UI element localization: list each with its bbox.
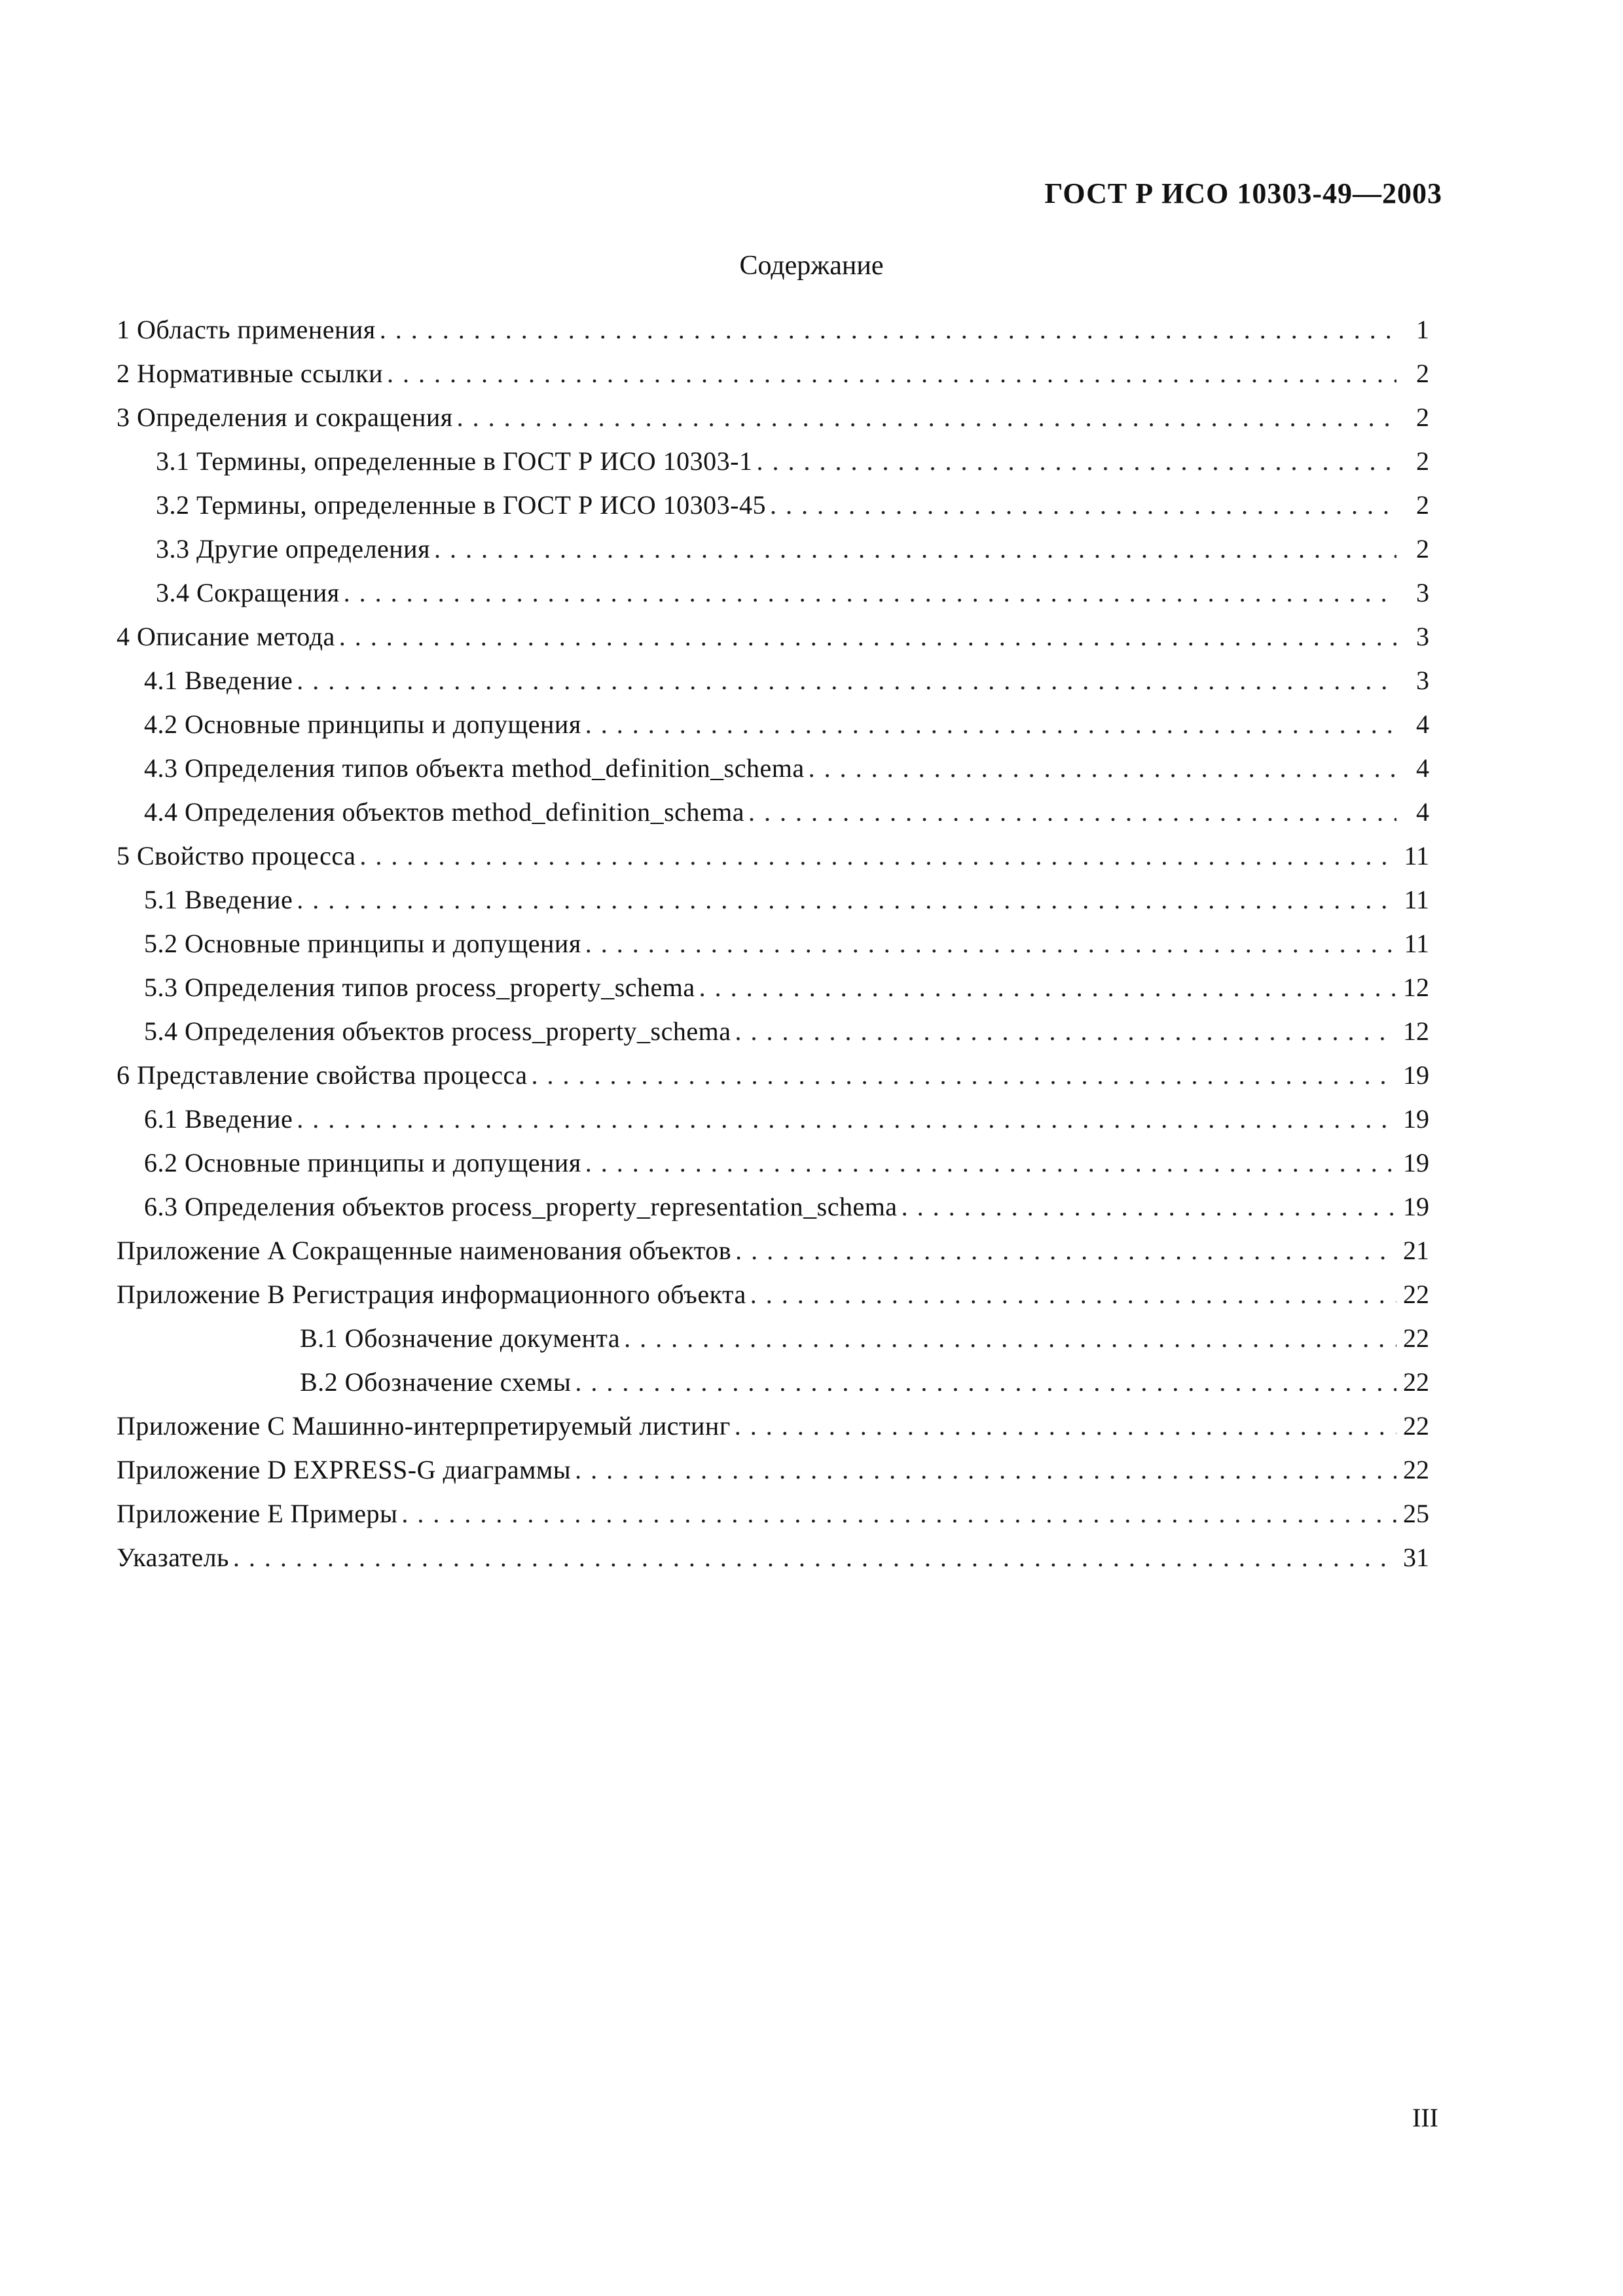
toc-entry-text: 5.3 Определения типов process_property_schema xyxy=(144,973,695,1002)
toc-dot-leader xyxy=(731,1404,1396,1448)
toc-entry xyxy=(117,1053,1429,1097)
toc-entry xyxy=(117,483,1429,527)
toc-entry-page: 1 xyxy=(1416,315,1429,344)
toc-dot-leader xyxy=(293,658,1396,702)
toc-entry xyxy=(117,922,1429,965)
toc-entry-text: 3 Определения и сокращения xyxy=(117,403,453,432)
toc-entry-text: 4.3 Определения типов объекта method_definition_schema xyxy=(144,753,805,783)
toc-entry-page: 19 xyxy=(1403,1192,1429,1221)
toc-dot-leader xyxy=(229,1535,1396,1579)
toc-entry-text: 4.2 Основные принципы и допущения xyxy=(144,709,581,739)
toc-entry xyxy=(117,1097,1429,1141)
toc-dot-leader xyxy=(293,1097,1396,1141)
toc-entry-page: 11 xyxy=(1404,841,1429,870)
toc-entry-text: 3.3 Другие определения xyxy=(156,534,430,564)
toc-dot-leader xyxy=(731,1229,1396,1272)
toc-entry-text: 3.1 Термины, определенные в ГОСТ Р ИСО 10303-1 xyxy=(156,446,753,476)
toc-entry-page: 19 xyxy=(1403,1104,1429,1134)
toc-entry-page: 3 xyxy=(1416,622,1429,651)
toc-dot-leader xyxy=(528,1053,1396,1097)
toc-entry-page: 12 xyxy=(1403,1016,1429,1046)
toc-dot-leader xyxy=(383,351,1396,395)
toc-entry-text: Приложение E Примеры xyxy=(117,1499,398,1528)
toc-dot-leader xyxy=(571,1448,1396,1492)
toc-entry-text: 5.4 Определения объектов process_property_schema xyxy=(144,1016,731,1046)
toc-entry-page: 11 xyxy=(1404,929,1429,958)
toc-title: Содержание xyxy=(739,251,884,281)
toc-dot-leader xyxy=(571,1360,1396,1404)
toc-entry-page: 3 xyxy=(1416,666,1429,695)
toc-entry-page: 3 xyxy=(1416,578,1429,607)
toc-entry-page: 19 xyxy=(1403,1060,1429,1090)
toc-dot-leader xyxy=(430,527,1396,571)
toc-dot-leader xyxy=(397,1492,1396,1535)
toc-entry xyxy=(117,615,1429,658)
toc-entry-page: 4 xyxy=(1416,709,1429,739)
toc-entry-page: 21 xyxy=(1403,1236,1429,1265)
toc-entry-page: 22 xyxy=(1403,1323,1429,1353)
toc-dot-leader xyxy=(805,746,1396,790)
toc-dot-leader xyxy=(766,483,1396,527)
toc-dot-leader xyxy=(453,395,1396,439)
toc-entry-text: B.1 Обозначение документа xyxy=(300,1323,621,1353)
toc-entry xyxy=(117,1009,1429,1053)
toc-entry xyxy=(117,351,1429,395)
toc-dot-leader xyxy=(620,1316,1396,1360)
toc-entry xyxy=(117,571,1429,615)
toc-entry-page: 2 xyxy=(1416,403,1429,432)
toc-entry xyxy=(117,1535,1429,1579)
toc-entry-text: 5 Свойство процесса xyxy=(117,841,356,870)
toc-entry-page: 22 xyxy=(1403,1367,1429,1397)
toc-entry xyxy=(117,702,1429,746)
toc-entry-page: 4 xyxy=(1416,797,1429,827)
toc-entry xyxy=(117,308,1429,351)
toc-dot-leader xyxy=(752,439,1396,483)
toc-dot-leader xyxy=(376,308,1396,351)
toc-entry xyxy=(117,790,1429,834)
toc-entry-page: 2 xyxy=(1416,359,1429,388)
toc-entry xyxy=(117,834,1429,878)
toc-entry-text: 6.3 Определения объектов process_property_representation_schema xyxy=(144,1192,898,1221)
toc-entry xyxy=(117,1492,1429,1535)
toc-entry xyxy=(117,1360,1429,1404)
toc-entry-page: 12 xyxy=(1403,973,1429,1002)
toc-entry-page: 2 xyxy=(1416,490,1429,520)
toc-dot-leader xyxy=(581,922,1396,965)
toc-entry xyxy=(117,1316,1429,1360)
toc-entry-page: 11 xyxy=(1404,885,1429,914)
toc-entry-text: 3.2 Термины, определенные в ГОСТ Р ИСО 10303-45 xyxy=(156,490,766,520)
toc-entry-text: 4.4 Определения объектов method_definition_schema xyxy=(144,797,745,827)
toc-entry-page: 25 xyxy=(1403,1499,1429,1528)
toc-entry-text: 6 Представление свойства процесса xyxy=(117,1060,528,1090)
toc-entry-text: 1 Область применения xyxy=(117,315,376,344)
toc-dot-leader xyxy=(356,834,1396,878)
toc-entry-text: 4 Описание метода xyxy=(117,622,335,651)
toc-entry-text: 5.1 Введение xyxy=(144,885,293,914)
toc-entry xyxy=(117,878,1429,922)
toc-dot-leader xyxy=(695,965,1396,1009)
toc-dot-leader xyxy=(340,571,1396,615)
toc-entry-text: 5.2 Основные принципы и допущения xyxy=(144,929,581,958)
toc-entry-page: 22 xyxy=(1403,1280,1429,1309)
toc-entry xyxy=(117,746,1429,790)
toc-entry xyxy=(117,1404,1429,1448)
toc-entry-page: 22 xyxy=(1403,1455,1429,1484)
toc-entry xyxy=(117,395,1429,439)
toc-entry-text: Приложение C Машинно-интерпретируемый листинг xyxy=(117,1411,731,1441)
toc-dot-leader xyxy=(746,1272,1396,1316)
toc-entry-text: 4.1 Введение xyxy=(144,666,293,695)
toc-entry xyxy=(117,1272,1429,1316)
toc-dot-leader xyxy=(293,878,1396,922)
toc-dot-leader xyxy=(581,702,1396,746)
document-code: ГОСТ Р ИСО 10303-49—2003 xyxy=(1044,177,1442,209)
toc-entry-page: 2 xyxy=(1416,446,1429,476)
toc-entry xyxy=(117,965,1429,1009)
toc-entry xyxy=(117,1185,1429,1229)
toc-entry-text: Приложение A Сокращенные наименования объектов xyxy=(117,1236,732,1265)
toc-entry-page: 31 xyxy=(1403,1543,1429,1572)
toc-dot-leader xyxy=(744,790,1396,834)
toc-dot-leader xyxy=(581,1141,1396,1185)
toc-entry xyxy=(117,1229,1429,1272)
toc-entry-text: B.2 Обозначение схемы xyxy=(300,1367,572,1397)
toc-entry-text: 6.1 Введение xyxy=(144,1104,293,1134)
page-number: III xyxy=(1412,2103,1438,2132)
toc-entry xyxy=(117,439,1429,483)
toc-entry xyxy=(117,1141,1429,1185)
toc-entry-text: Приложение D EXPRESS-G диаграммы xyxy=(117,1455,572,1484)
toc-entry-page: 2 xyxy=(1416,534,1429,564)
toc-entry-page: 4 xyxy=(1416,753,1429,783)
toc-entry-text: 2 Нормативные ссылки xyxy=(117,359,384,388)
toc-entry-text: Указатель xyxy=(117,1543,229,1572)
toc-entry-page: 19 xyxy=(1403,1148,1429,1177)
toc-entry-text: 3.4 Сокращения xyxy=(156,578,340,607)
toc-dot-leader xyxy=(335,615,1396,658)
toc-entry-text: Приложение B Регистрация информационного объекта xyxy=(117,1280,746,1309)
toc-entry-text: 6.2 Основные принципы и допущения xyxy=(144,1148,581,1177)
toc-entry xyxy=(117,658,1429,702)
toc-entry xyxy=(117,1448,1429,1492)
toc-entry-page: 22 xyxy=(1403,1411,1429,1441)
toc-entry xyxy=(117,527,1429,571)
toc-dot-leader xyxy=(731,1009,1397,1053)
table-of-contents xyxy=(117,308,1429,1579)
toc-dot-leader xyxy=(898,1185,1396,1229)
